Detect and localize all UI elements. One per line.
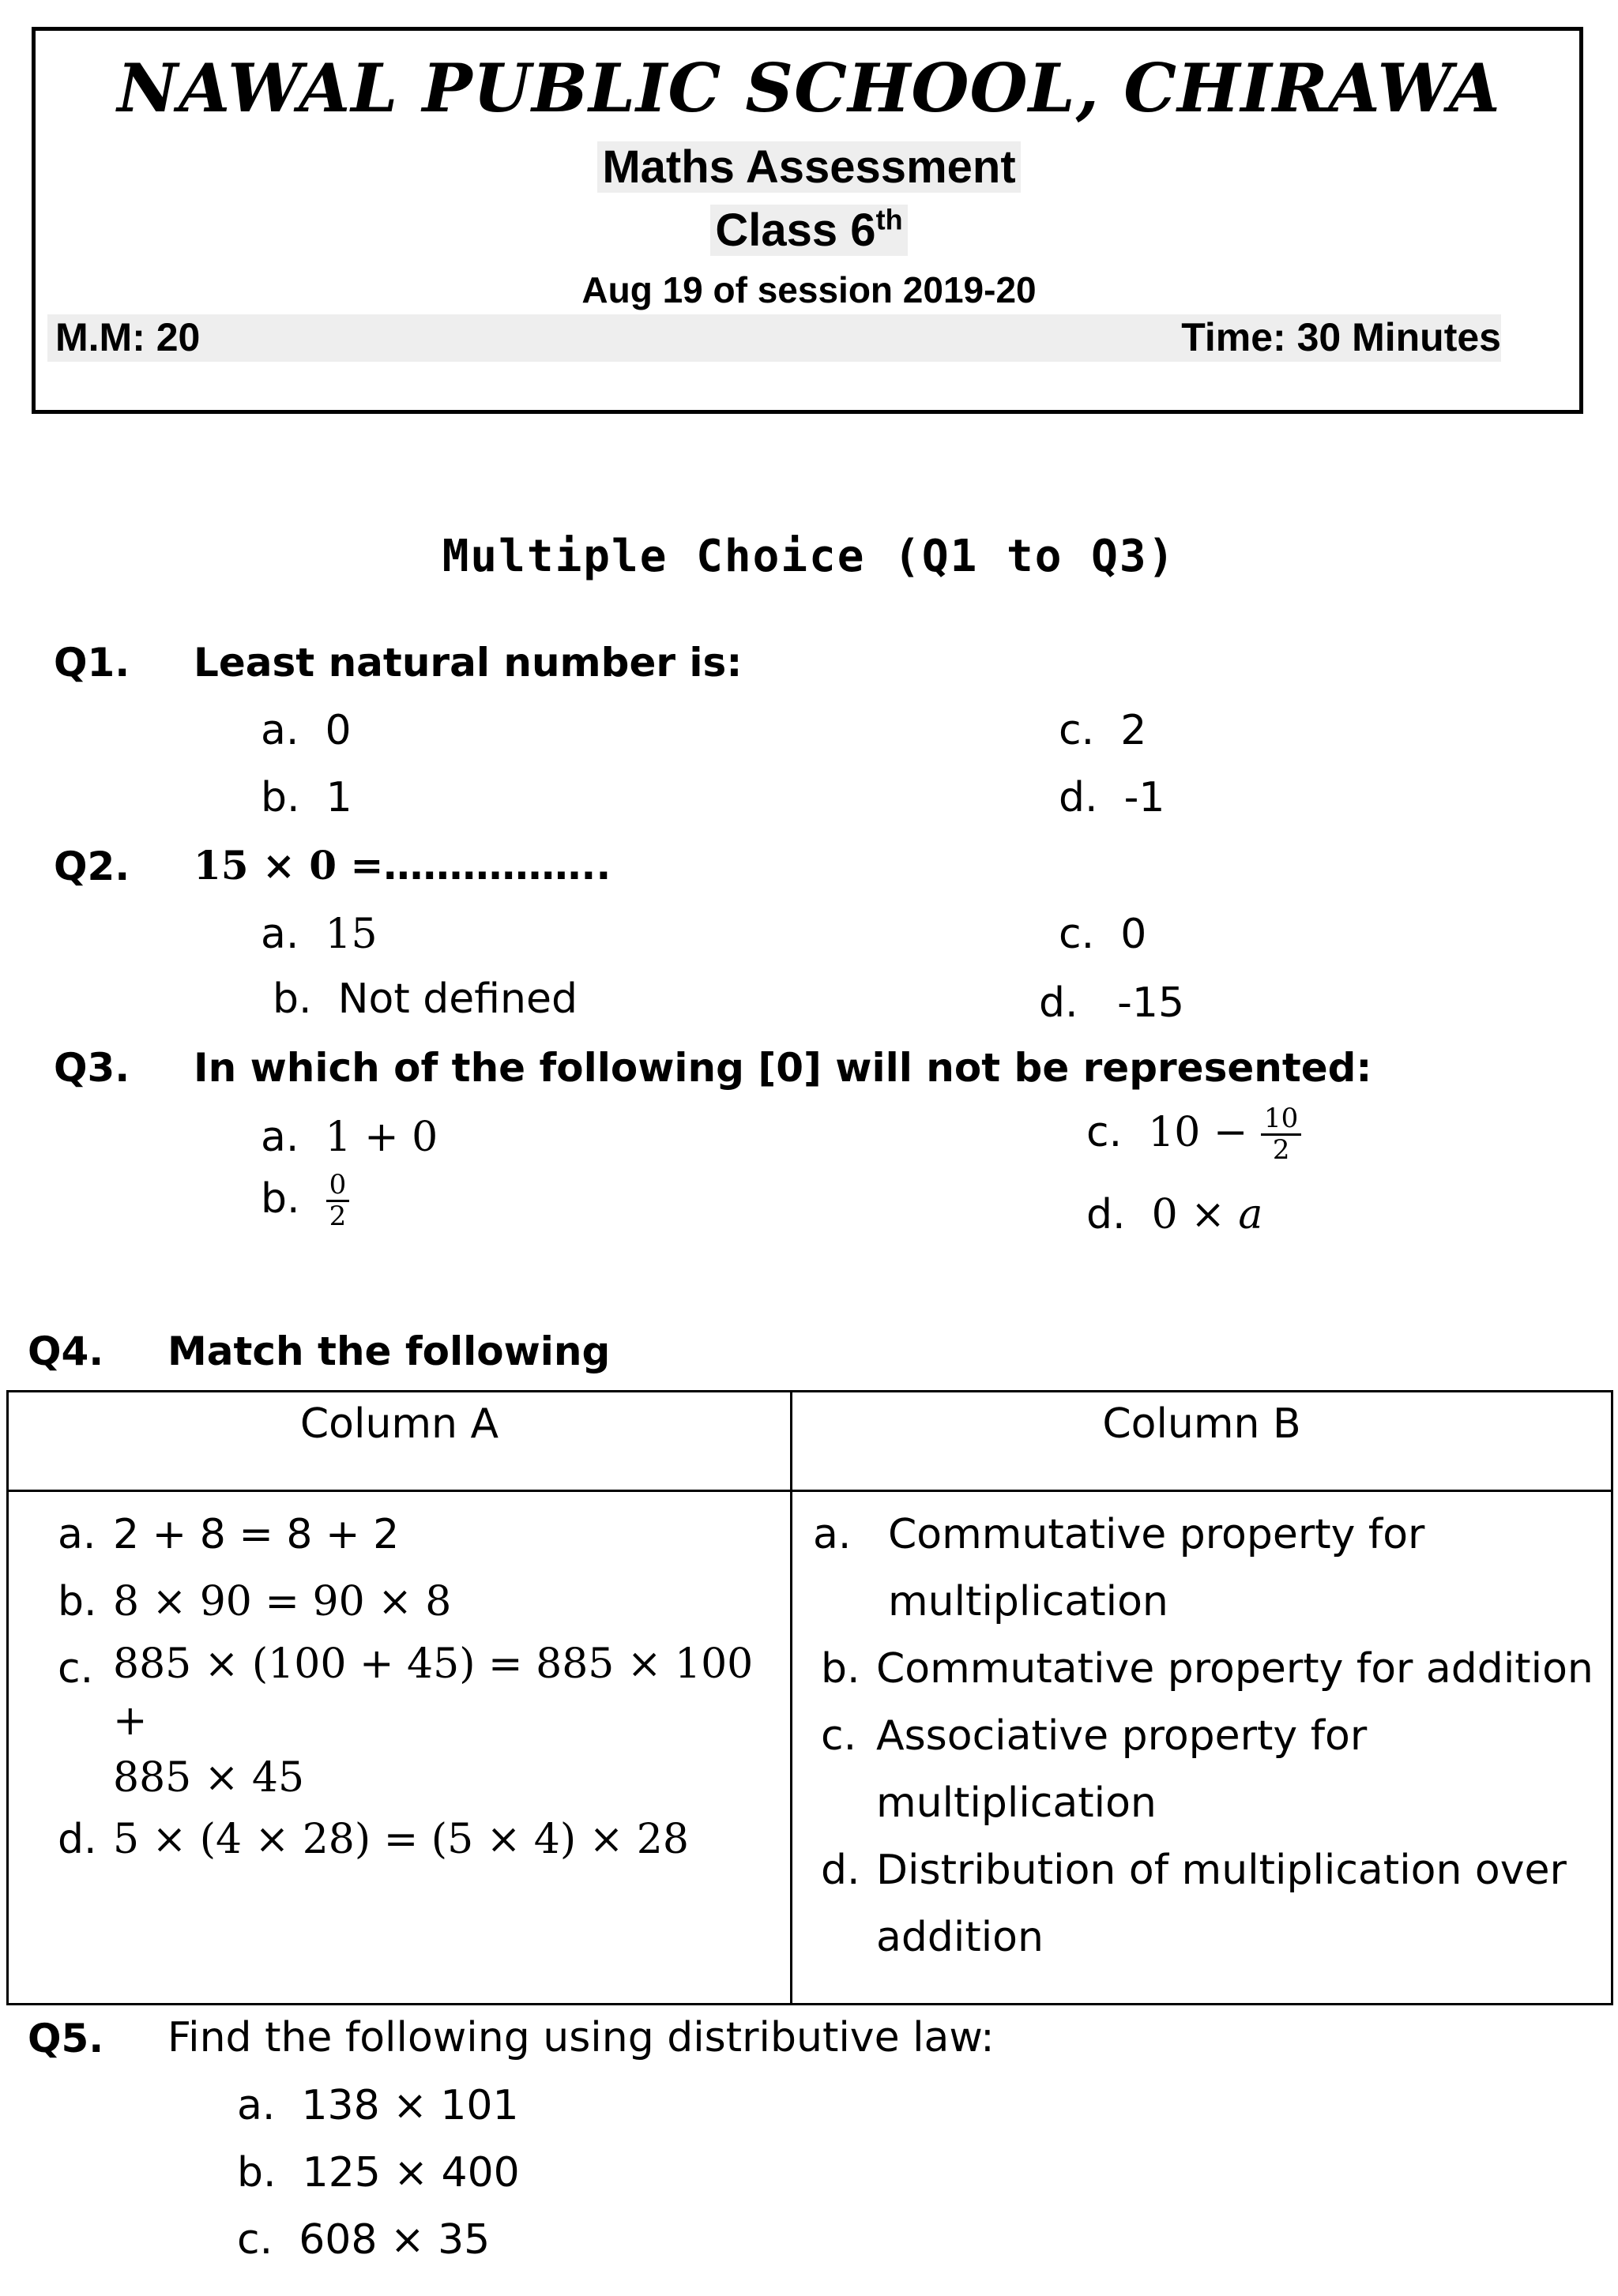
q3-text: In which of the following [0] will not be represented:	[194, 1045, 1372, 1091]
class-superscript: th	[875, 204, 903, 236]
q3-option-d	[1086, 1191, 1262, 1238]
q3-option-b	[261, 1171, 349, 1232]
q1-option-b	[261, 774, 352, 821]
fraction	[1261, 1104, 1301, 1166]
option-label: a.	[261, 707, 299, 754]
table-row	[8, 1491, 1612, 2005]
q4-number: Q4.	[28, 1328, 104, 1374]
column-b-cell	[792, 1491, 1612, 2005]
q3-option-a	[261, 1114, 438, 1161]
item-label: d.	[821, 1847, 860, 1894]
option-text: 608 × 35	[299, 2216, 491, 2264]
q2-number: Q2.	[54, 844, 130, 889]
fraction	[326, 1171, 350, 1232]
assessment-title: Maths Assessment	[597, 141, 1020, 193]
option-text: 0	[325, 707, 352, 754]
column-a-item	[58, 1501, 790, 1569]
column-b-item	[813, 1703, 1611, 1837]
item-text-line2: addition	[876, 1914, 1044, 1961]
q5-option-c	[237, 2216, 490, 2264]
q2-option-a	[261, 911, 378, 958]
option-label: b.	[261, 774, 300, 821]
q1-option-d	[1059, 774, 1165, 821]
option-label: a.	[261, 911, 299, 958]
item-label: a.	[58, 1511, 96, 1558]
item-text-line2: 885 × 45	[113, 1754, 305, 1802]
option-label: a.	[261, 1114, 299, 1161]
column-b-item	[813, 1636, 1611, 1703]
column-a-cell	[8, 1491, 792, 2005]
fraction-denominator: 2	[329, 1201, 347, 1233]
option-label: b.	[237, 2149, 277, 2196]
option-label: b.	[273, 975, 312, 1023]
option-label: c.	[1059, 707, 1095, 754]
q2-text	[194, 842, 611, 889]
option-variable: a	[1238, 1191, 1263, 1238]
q4-text: Match the following	[167, 1328, 611, 1374]
item-text-line1: Distribution of multiplication over	[876, 1847, 1567, 1894]
column-a-item	[58, 1569, 790, 1636]
fraction-numerator: 0	[326, 1171, 350, 1202]
q5-option-a	[237, 2082, 519, 2129]
q1-number: Q1.	[54, 640, 130, 686]
item-text: 8 × 90 = 90 × 8	[113, 1578, 452, 1625]
fraction-denominator: 2	[1272, 1134, 1290, 1167]
option-text: 2	[1120, 707, 1147, 754]
option-text: Not defined	[337, 975, 578, 1023]
item-text: Commutative property for addition	[876, 1645, 1594, 1693]
item-text-line2: multiplication	[888, 1578, 1168, 1625]
option-label: c.	[1086, 1108, 1123, 1156]
item-label: b.	[58, 1578, 97, 1625]
option-text: 15	[325, 911, 378, 958]
item-text: 2 + 8 = 8 + 2	[113, 1511, 400, 1558]
column-b-item	[813, 1837, 1611, 1971]
item-label: c.	[821, 1712, 857, 1760]
column-a-item	[58, 1806, 790, 1873]
item-text	[888, 1501, 1424, 1636]
class-label	[710, 205, 907, 256]
q1-option-a	[261, 707, 352, 754]
time-limit: Time: 30 Minutes	[1181, 315, 1501, 359]
q3-number: Q3.	[54, 1045, 130, 1091]
option-text: 0 ×	[1151, 1191, 1239, 1238]
item-label: d.	[58, 1816, 97, 1863]
q5-text: Find the following using distributive law:	[167, 2014, 995, 2061]
assessment-title-wrap	[0, 141, 1618, 194]
section-title: Multiple Choice (Q1 to Q3)	[442, 531, 1176, 582]
q2-option-b	[273, 975, 578, 1023]
q2-blank: ……………..	[383, 843, 611, 889]
column-a-header: Column A	[8, 1392, 792, 1491]
session-text: Aug 19 of session 2019-20	[581, 269, 1037, 310]
q5-option-b	[237, 2149, 520, 2196]
q1-option-c	[1059, 707, 1146, 754]
option-text: 138 × 101	[301, 2082, 519, 2129]
column-b-header: Column B	[792, 1392, 1612, 1491]
option-text: -15	[1117, 979, 1185, 1027]
q2-option-c	[1059, 911, 1146, 958]
item-label: c.	[58, 1645, 94, 1693]
option-text: 0	[1120, 911, 1147, 958]
match-table	[6, 1390, 1613, 2005]
item-text-line1: 885 × (100 + 45) = 885 × 100 +	[113, 1640, 754, 1745]
item-text-line1: Commutative property for	[888, 1511, 1425, 1558]
option-label: d.	[1039, 979, 1078, 1027]
option-label: d.	[1059, 774, 1098, 821]
option-label: a.	[237, 2082, 276, 2129]
option-label: c.	[237, 2216, 273, 2264]
q3-option-c	[1086, 1104, 1301, 1166]
item-text	[876, 1703, 1367, 1837]
option-text: -1	[1123, 774, 1165, 821]
class-label-wrap	[0, 204, 1618, 257]
option-label: b.	[261, 1174, 300, 1223]
max-marks: M.M: 20	[55, 315, 201, 359]
item-text	[876, 1837, 1567, 1971]
option-label: c.	[1059, 911, 1095, 958]
class-number: Class 6	[715, 205, 876, 257]
q1-text: Least natural number is:	[194, 640, 743, 686]
option-label: d.	[1086, 1191, 1126, 1238]
option-prefix: 10 −	[1148, 1108, 1248, 1156]
option-text: 1	[325, 774, 352, 821]
option-text: 125 × 400	[302, 2149, 520, 2196]
table-header-row	[8, 1392, 1612, 1491]
item-text	[113, 1636, 790, 1806]
column-b-item	[813, 1501, 1611, 1636]
item-label: b.	[821, 1645, 860, 1693]
item-text-line1: Associative property for	[876, 1712, 1368, 1760]
q2-option-d	[1039, 979, 1184, 1027]
option-text: 1 + 0	[325, 1114, 438, 1161]
item-text-line2: multiplication	[876, 1779, 1157, 1827]
item-text: 5 × (4 × 28) = (5 × 4) × 28	[113, 1816, 689, 1863]
item-label: a.	[813, 1511, 852, 1558]
q2-expression: 15 × 0 =	[194, 842, 384, 889]
school-name: NAWAL PUBLIC SCHOOL, CHIRAWA	[117, 49, 1501, 127]
q5-number: Q5.	[28, 2016, 104, 2061]
fraction-numerator: 10	[1261, 1104, 1301, 1136]
column-a-item	[58, 1636, 790, 1806]
